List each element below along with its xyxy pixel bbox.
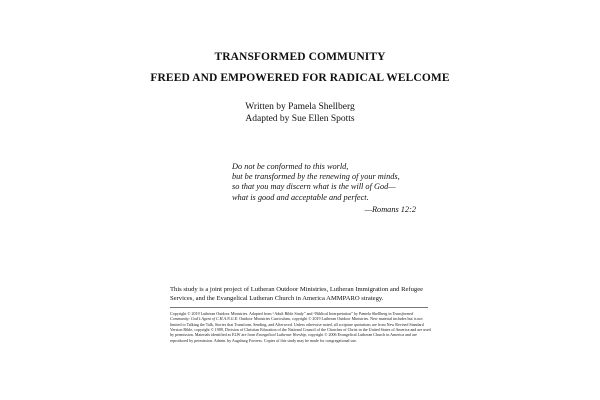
elw-title: Evangelical Lutheran Worship: [256, 332, 306, 338]
project-note: This study is a joint project of Lutheran Outdoor Ministries, Lutheran Immigration and Refugee Services, and the Evangelical Lutheran Church in America AMMPARO strategy.: [170, 286, 424, 303]
copyright-notice: [170, 311, 432, 343]
scripture-line: what is good and acceptable and perfect.: [232, 192, 369, 202]
scripture-line: so that you may discern what is the will of God—: [232, 182, 396, 192]
divider: [170, 307, 428, 308]
copyright-text: Outdoor Ministries Curriculum, copyright © 2019 Lutheran Outdoor Ministries. New material includes but is not limited to Talking the Talk, Stories that Transform, Sending, and Afterword. Unless otherwise noted, all scripture quotations are from New Revised Standard Version Bible, copyright © 1989, Division of Christian Education of the National Council of the Churches of Christ in the United States of America and are used by permission. Materials identified as ELW are from: [170, 316, 431, 338]
author-credit: Written by Pamela Shellberg: [245, 102, 355, 112]
adapter-credit: Adapted by Sue Ellen Spotts: [245, 114, 355, 124]
scripture-reference: —Romans 12:2: [364, 204, 416, 214]
document-title: TRANSFORMED COMMUNITY: [214, 51, 386, 63]
book-title: Transformed Community: God’s Agent of C.H.A.N.G.E.: [170, 311, 414, 322]
scripture-line: Do not be conformed to this world,: [232, 162, 349, 171]
copyright-text: Copyright © 2019 Lutheran Outdoor Ministries. Adapted from “Adult Bible Study” and “Biblical Interpretation” by Pamela Shellberg in: [170, 311, 393, 316]
scripture-line: but be transformed by the renewing of your minds,: [232, 172, 400, 182]
scripture-quote: [232, 162, 442, 215]
document-subtitle: FREED AND EMPOWERED FOR RADICAL WELCOME: [150, 72, 450, 84]
copyright-text: , copyright © 2006 Evangelical Lutheran Church in America and are reproduced by permission. Admin. by Augsburg Fortress. Copies of this study may be made for congregational use.: [170, 332, 417, 343]
